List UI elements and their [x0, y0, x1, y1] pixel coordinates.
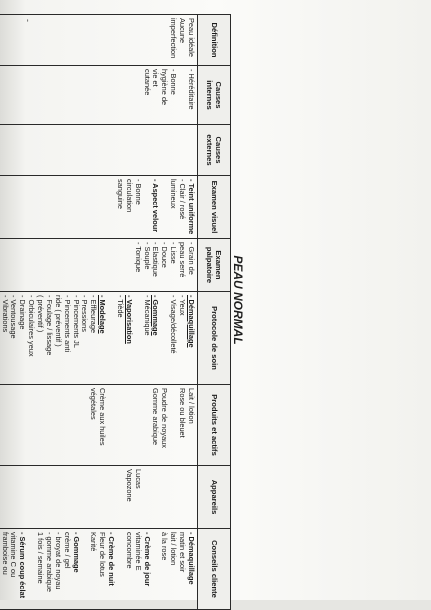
cell-line: - Héréditaire	[187, 69, 196, 110]
cell-line: peau serré	[178, 242, 188, 278]
document-title: PEAU NORMAL	[231, 255, 245, 345]
column-header: Appareils	[198, 466, 231, 529]
cell-line: - Ventousage	[9, 295, 19, 339]
cell-line: imperfection	[169, 18, 179, 59]
cell-line: vitaminée E	[133, 532, 143, 571]
cell-line: - Pincements anti	[62, 295, 72, 353]
table-cell	[0, 529, 198, 610]
cell-line: Crème aux huiles	[98, 388, 108, 446]
cell-line: Gomme arabique	[151, 388, 161, 446]
cell-line	[151, 469, 160, 525]
cell-line: - Sérum coup éclat	[18, 532, 28, 599]
cell-line: circulation	[124, 179, 134, 213]
margin-mark: -	[23, 19, 33, 22]
cell-line: - Tiède	[116, 295, 125, 318]
cell-line	[142, 469, 151, 525]
cell-line	[168, 388, 177, 462]
cell-line: concombre	[124, 532, 134, 569]
cell-line: - Grain de	[187, 242, 196, 275]
cell-line	[26, 388, 35, 462]
table-cell	[0, 15, 198, 66]
cell-line: - Lisse	[169, 242, 179, 264]
cell-line: - Crème de jour	[142, 532, 152, 587]
cell-line	[124, 388, 133, 462]
cell-line: - Drainage	[18, 295, 28, 330]
cell-line: - Foulage / lissage	[45, 295, 54, 356]
cell-line	[35, 388, 44, 462]
cell-line	[80, 532, 89, 606]
cell-line: Lait / lotion	[187, 388, 196, 424]
column-header: Causes externes	[198, 125, 231, 176]
cell-line	[177, 469, 186, 525]
cell-line: - Douce	[160, 242, 170, 268]
cell-line	[44, 388, 53, 462]
cell-line: - Démaquillage	[187, 295, 196, 348]
cell-line: - Pressions	[80, 295, 90, 332]
cell-line: Peau idéale	[187, 18, 196, 58]
cell-line	[177, 69, 186, 121]
cell-line: sanguine	[116, 179, 125, 209]
cell-line: framboise ou	[0, 532, 10, 575]
cell-line: Poudre de noyaux	[160, 388, 170, 448]
cell-line: cutanée	[142, 69, 152, 96]
cell-line	[115, 388, 124, 462]
cell-line	[53, 388, 62, 462]
cell-line	[186, 469, 195, 525]
cell-line: - Crème de nuit	[107, 532, 117, 586]
cell-line: vitamine C ou	[9, 532, 19, 578]
table-cell	[0, 66, 198, 125]
cell-line: Lucas	[133, 469, 143, 489]
cell-line: matin et soir	[178, 532, 188, 573]
table-cell	[0, 176, 198, 239]
cell-line: - Effleurage	[89, 295, 99, 334]
cell-line	[151, 532, 160, 606]
cell-line: - Bonne	[133, 179, 143, 205]
cell-line: - gomme arabique	[45, 532, 54, 592]
cell-line: - Démaquillage	[187, 532, 196, 585]
table-cell	[0, 292, 198, 385]
table-cell	[0, 385, 198, 466]
cell-line: végétales	[89, 388, 99, 420]
table-cell	[0, 239, 198, 292]
cell-line	[26, 532, 35, 606]
cell-line	[80, 388, 89, 462]
skin-care-table	[0, 14, 231, 610]
cell-line	[62, 388, 71, 462]
cell-line: - Orbiculaires yeux	[27, 295, 37, 357]
cell-line: lumineux	[169, 179, 179, 209]
cell-line: - Clair / rosé	[178, 179, 188, 220]
cell-line: Karité	[89, 532, 99, 552]
column-header: Définition	[198, 15, 231, 66]
cell-line: - Souple	[142, 242, 152, 270]
table-cell	[0, 125, 198, 176]
cell-line: Rose ou bleuet	[178, 388, 188, 438]
cell-line	[142, 388, 151, 462]
cell-line: Vapozone	[124, 469, 134, 502]
cell-line	[9, 388, 18, 462]
column-header: Produits et actifs	[198, 385, 231, 466]
cell-line: hygiène de	[160, 69, 170, 106]
table-row	[0, 15, 198, 610]
cell-line: - broyat de noyau	[53, 532, 63, 590]
cell-line	[0, 388, 9, 462]
cell-line: Fleur de lotus	[98, 532, 108, 577]
cell-line: - Mécanique	[142, 295, 152, 336]
column-header: Examen visuel	[198, 176, 231, 239]
cell-line	[160, 179, 169, 235]
cell-line: - Vibrations	[0, 295, 10, 333]
column-header: Causes internes	[198, 66, 231, 125]
cell-line: ride ( préventif )	[53, 295, 63, 347]
cell-line: - Gommage	[71, 532, 81, 573]
cell-line	[106, 295, 115, 381]
cell-line: - Modelage	[98, 295, 108, 334]
cell-line: crème / gel	[62, 532, 72, 569]
column-header: Protocole de soin	[198, 292, 231, 385]
cell-line: - Gommage	[151, 295, 161, 336]
cell-line: Aucune	[178, 18, 188, 44]
cell-line	[160, 295, 169, 381]
cell-line: - Teint uniforme	[187, 179, 196, 235]
cell-line: - Visage/décolleté	[169, 295, 179, 354]
cell-line: - Pincements JL	[71, 295, 81, 348]
cell-line: - Bonne	[169, 69, 179, 95]
cell-line: 1 fois / semaine	[36, 532, 46, 584]
cell-line	[18, 388, 27, 462]
cell-line	[160, 469, 169, 525]
cell-line: - Vaporisation	[124, 295, 134, 344]
cell-line	[142, 179, 151, 235]
cell-line	[133, 295, 142, 381]
cell-line: - Yeux	[178, 295, 188, 316]
cell-line: vie et	[151, 69, 161, 87]
cell-line: - Aspect velour	[151, 179, 161, 233]
cell-line: - Tonique	[133, 242, 143, 273]
cell-line	[115, 532, 124, 606]
column-header: Examen palpatoire	[198, 239, 231, 292]
cell-line	[168, 469, 177, 525]
cell-line	[106, 388, 115, 462]
cell-line	[71, 388, 80, 462]
cell-line: lait / lotion	[169, 532, 179, 566]
table-header-row	[198, 15, 231, 610]
cell-line: - Elastique	[151, 242, 161, 277]
table-cell	[0, 466, 198, 529]
column-header: Conseils cliente	[198, 529, 231, 610]
cell-line: à la rose	[160, 532, 170, 561]
cell-line	[133, 388, 142, 462]
cell-line: ( préventif )	[36, 295, 46, 333]
